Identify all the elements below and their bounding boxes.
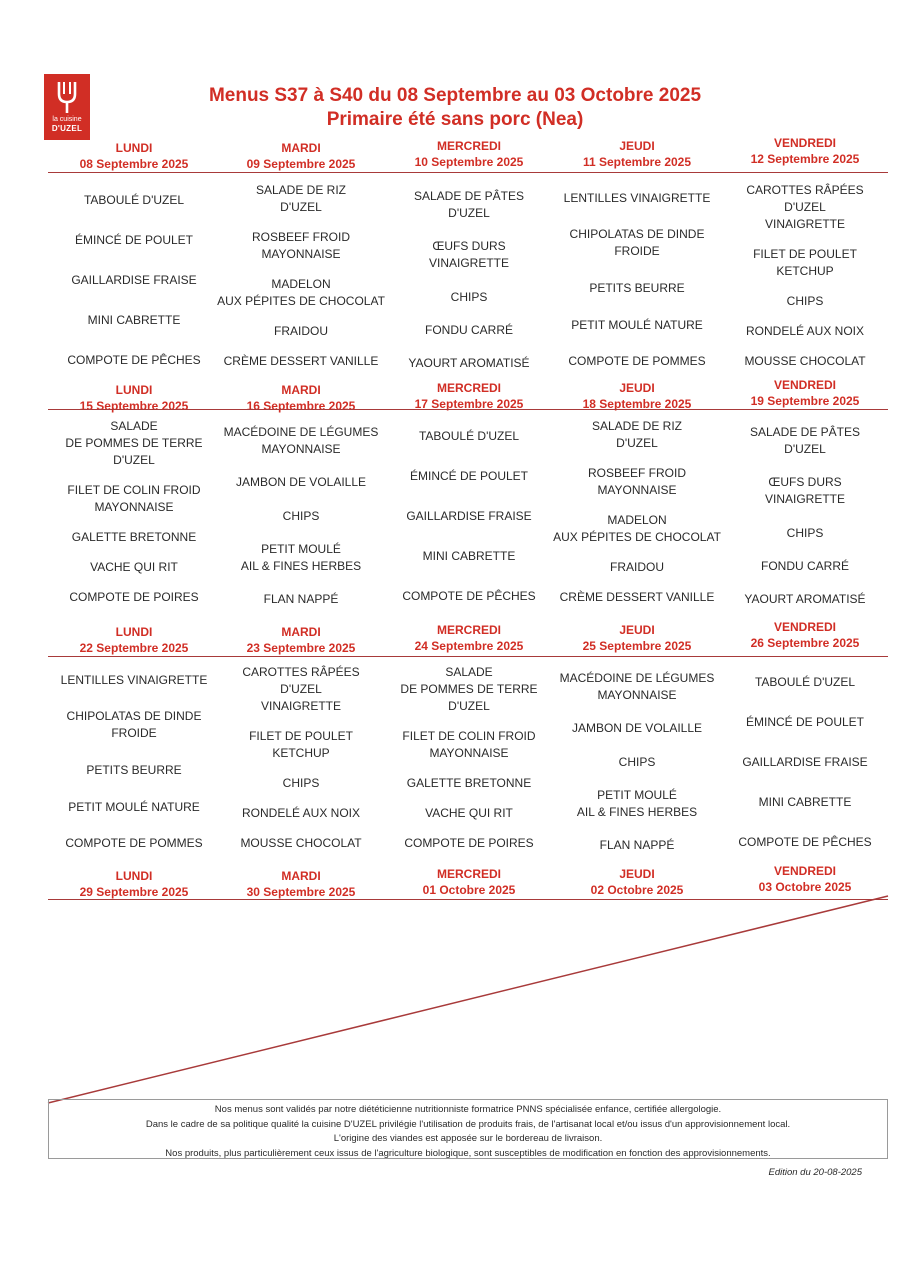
day-date: 02 Octobre 2025 <box>590 883 684 897</box>
dish-item: GALETTE BRETONNE <box>406 776 532 790</box>
dish-item: SALADE DE RIZ D'UZEL <box>255 183 347 214</box>
dish-item: ROSBEEF FROID MAYONNAISE <box>251 230 350 261</box>
dish-item: TABOULÉ D'UZEL <box>754 675 856 689</box>
dish-item: SALADE DE RIZ D'UZEL <box>591 419 683 450</box>
dish-item: FILET DE COLIN FROID MAYONNAISE <box>402 729 536 760</box>
dish-item: CHIPS <box>282 776 320 790</box>
dish-item: YAOURT AROMATISÉ <box>744 592 866 606</box>
dish-item: VACHE QUI RIT <box>425 806 513 820</box>
dish-item: FONDU CARRÉ <box>424 323 513 337</box>
day-date: 30 Septembre 2025 <box>246 885 356 899</box>
dish-item: SALADE DE PÂTES D'UZEL <box>749 425 861 456</box>
day-date: 22 Septembre 2025 <box>79 641 189 655</box>
dish-item: PETIT MOULÉ NATURE <box>571 318 703 332</box>
dish-item: VACHE QUI RIT <box>90 560 178 574</box>
dish-item: CHIPS <box>786 294 824 308</box>
dish-item: GAILLARDISE FRAISE <box>742 755 868 769</box>
dish-item: ŒUFS DURS VINAIGRETTE <box>764 475 845 506</box>
day-date: 15 Septembre 2025 <box>79 399 189 413</box>
dish-item: FLAN NAPPÉ <box>263 592 339 606</box>
day-name: MARDI <box>281 383 321 397</box>
day-date: 08 Septembre 2025 <box>79 157 189 171</box>
dish-item: CHIPOLATAS DE DINDE FROIDE <box>66 709 202 740</box>
dish-item: ROSBEEF FROID MAYONNAISE <box>587 466 686 497</box>
dish-item: COMPOTE DE POIRES <box>404 836 534 850</box>
dish-item: PETITS BEURRE <box>86 763 182 777</box>
day-name: JEUDI <box>619 381 655 395</box>
dish-item: SALADE DE POMMES DE TERRE D'UZEL <box>400 665 538 713</box>
day-name: MARDI <box>281 141 321 155</box>
day-name: MERCREDI <box>436 381 501 395</box>
dish-item: ÉMINCÉ DE POULET <box>409 469 529 483</box>
dish-item: ÉMINCÉ DE POULET <box>74 233 194 247</box>
dish-item: RONDELÉ AUX NOIX <box>241 806 361 820</box>
dish-item: FILET DE COLIN FROID MAYONNAISE <box>67 483 201 514</box>
day-date: 03 Octobre 2025 <box>758 880 852 894</box>
dish-item: COMPOTE DE PÊCHES <box>738 835 872 849</box>
dish-item: LENTILLES VINAIGRETTE <box>60 673 208 687</box>
edition-date: Edition du 20-08-2025 <box>768 1167 862 1178</box>
dish-item: MINI CABRETTE <box>758 795 852 809</box>
dish-item: COMPOTE DE PÊCHES <box>67 353 201 367</box>
dish-item: CRÈME DESSERT VANILLE <box>223 354 379 368</box>
day-date: 11 Septembre 2025 <box>582 155 692 169</box>
day-name: JEUDI <box>619 867 655 881</box>
day-date: 12 Septembre 2025 <box>750 152 860 166</box>
dish-item: GAILLARDISE FRAISE <box>406 509 532 523</box>
dish-item: CHIPS <box>450 290 488 304</box>
dish-item: RONDELÉ AUX NOIX <box>745 324 865 338</box>
dish-item: CHIPS <box>282 509 320 523</box>
dish-item: PETIT MOULÉ AIL & FINES HERBES <box>576 788 698 819</box>
day-name: MARDI <box>281 625 321 639</box>
footer-line1: Nos menus sont validés par notre diététicienne nutritionniste formatrice PNNS spécialisée enfance, certifiée allergologie. <box>214 1104 722 1115</box>
dish-item: CHIPS <box>618 755 656 769</box>
day-name: LUNDI <box>115 141 153 155</box>
dish-item: JAMBON DE VOLAILLE <box>235 475 367 489</box>
day-date: 10 Septembre 2025 <box>414 155 524 169</box>
day-date: 19 Septembre 2025 <box>750 394 860 408</box>
dish-item: CHIPS <box>786 526 824 540</box>
day-name: MERCREDI <box>436 867 501 881</box>
day-date: 24 Septembre 2025 <box>414 639 524 653</box>
day-date: 01 Octobre 2025 <box>422 883 516 897</box>
day-date: 25 Septembre 2025 <box>582 639 692 653</box>
dish-item: FRAIDOU <box>274 324 328 338</box>
dish-item: PETITS BEURRE <box>589 281 685 295</box>
day-name: VENDREDI <box>773 378 836 392</box>
dish-item: FONDU CARRÉ <box>760 559 849 573</box>
day-date: 17 Septembre 2025 <box>414 397 524 411</box>
day-name: VENDREDI <box>773 136 836 150</box>
dish-item: PETIT MOULÉ NATURE <box>68 800 200 814</box>
day-date: 29 Septembre 2025 <box>79 885 189 899</box>
dish-item: CAROTTES RÂPÉES D'UZEL VINAIGRETTE <box>242 665 360 713</box>
dish-item: COMPOTE DE POIRES <box>69 590 199 604</box>
day-name: MERCREDI <box>436 139 501 153</box>
dish-item: FLAN NAPPÉ <box>599 838 675 852</box>
dish-item: MACÉDOINE DE LÉGUMES MAYONNAISE <box>559 671 715 702</box>
dish-item: FRAIDOU <box>610 560 664 574</box>
day-name: JEUDI <box>619 623 655 637</box>
dish-item: TABOULÉ D'UZEL <box>83 193 185 207</box>
dish-item: ÉMINCÉ DE POULET <box>745 715 865 729</box>
day-name: JEUDI <box>619 139 655 153</box>
dish-item: COMPOTE DE POMMES <box>568 354 706 368</box>
dish-item: SALADE DE PÂTES D'UZEL <box>413 189 525 220</box>
day-date: 23 Septembre 2025 <box>246 641 356 655</box>
day-name: LUNDI <box>115 625 153 639</box>
dish-item: MOUSSE CHOCOLAT <box>744 354 866 368</box>
day-name: VENDREDI <box>773 620 836 634</box>
day-date: 16 Septembre 2025 <box>246 399 356 413</box>
day-name: LUNDI <box>115 383 153 397</box>
dish-item: MACÉDOINE DE LÉGUMES MAYONNAISE <box>223 425 379 456</box>
dish-item: CHIPOLATAS DE DINDE FROIDE <box>569 227 705 258</box>
footer-line4: Nos produits, plus particulièrement ceux issus de l'agriculture biologique, sont susceptibles de modification en fonction des approvisionnements. <box>165 1147 771 1159</box>
dish-item: SALADE DE POMMES DE TERRE D'UZEL <box>65 419 203 467</box>
dish-item: TABOULÉ D'UZEL <box>418 429 520 443</box>
dish-item: FILET DE POULET KETCHUP <box>753 247 857 278</box>
day-name: MARDI <box>281 869 321 883</box>
dish-item: COMPOTE DE POMMES <box>65 836 203 850</box>
dish-item: MINI CABRETTE <box>422 549 516 563</box>
title-line1: Menus S37 à S40 du 08 Septembre au 03 Octobre 2025 <box>208 85 702 106</box>
dish-item: YAOURT AROMATISÉ <box>408 356 530 370</box>
day-date: 09 Septembre 2025 <box>246 157 356 171</box>
footer-note <box>48 1099 888 1159</box>
day-date: 26 Septembre 2025 <box>750 636 860 650</box>
dish-item: MINI CABRETTE <box>87 313 181 327</box>
footer-line3: L'origine des viandes est apposée sur le bordereau de livraison. <box>333 1133 603 1144</box>
dish-item: PETIT MOULÉ AIL & FINES HERBES <box>240 542 362 573</box>
dish-item: GAILLARDISE FRAISE <box>71 273 197 287</box>
dish-item: ŒUFS DURS VINAIGRETTE <box>428 239 509 270</box>
logo-line2: D'UZEL <box>51 124 83 133</box>
title-line2: Primaire été sans porc (Nea) <box>326 109 584 130</box>
footer-line2: Dans le cadre de sa politique qualité la cuisine D'UZEL privilégie l'utilisation de produits frais, de l'artisanat local et/ou issus d'un approvisionnement local. <box>145 1118 791 1130</box>
dish-item: FILET DE POULET KETCHUP <box>249 729 353 760</box>
dish-item: JAMBON DE VOLAILLE <box>571 721 703 735</box>
day-date: 18 Septembre 2025 <box>582 397 692 411</box>
dish-item: CAROTTES RÂPÉES D'UZEL VINAIGRETTE <box>746 183 864 231</box>
day-name: MERCREDI <box>436 623 501 637</box>
dish-item: COMPOTE DE PÊCHES <box>402 589 536 603</box>
dish-item: MOUSSE CHOCOLAT <box>240 836 362 850</box>
dish-item: MADELON AUX PÉPITES DE CHOCOLAT <box>553 513 721 544</box>
day-name: VENDREDI <box>773 864 836 878</box>
dish-item: GALETTE BRETONNE <box>71 530 197 544</box>
day-name: LUNDI <box>115 869 153 883</box>
dish-item: CRÈME DESSERT VANILLE <box>559 590 715 604</box>
dish-item: MADELON AUX PÉPITES DE CHOCOLAT <box>217 277 385 308</box>
dish-item: LENTILLES VINAIGRETTE <box>563 191 711 205</box>
logo-line1: la cuisine <box>52 116 82 123</box>
